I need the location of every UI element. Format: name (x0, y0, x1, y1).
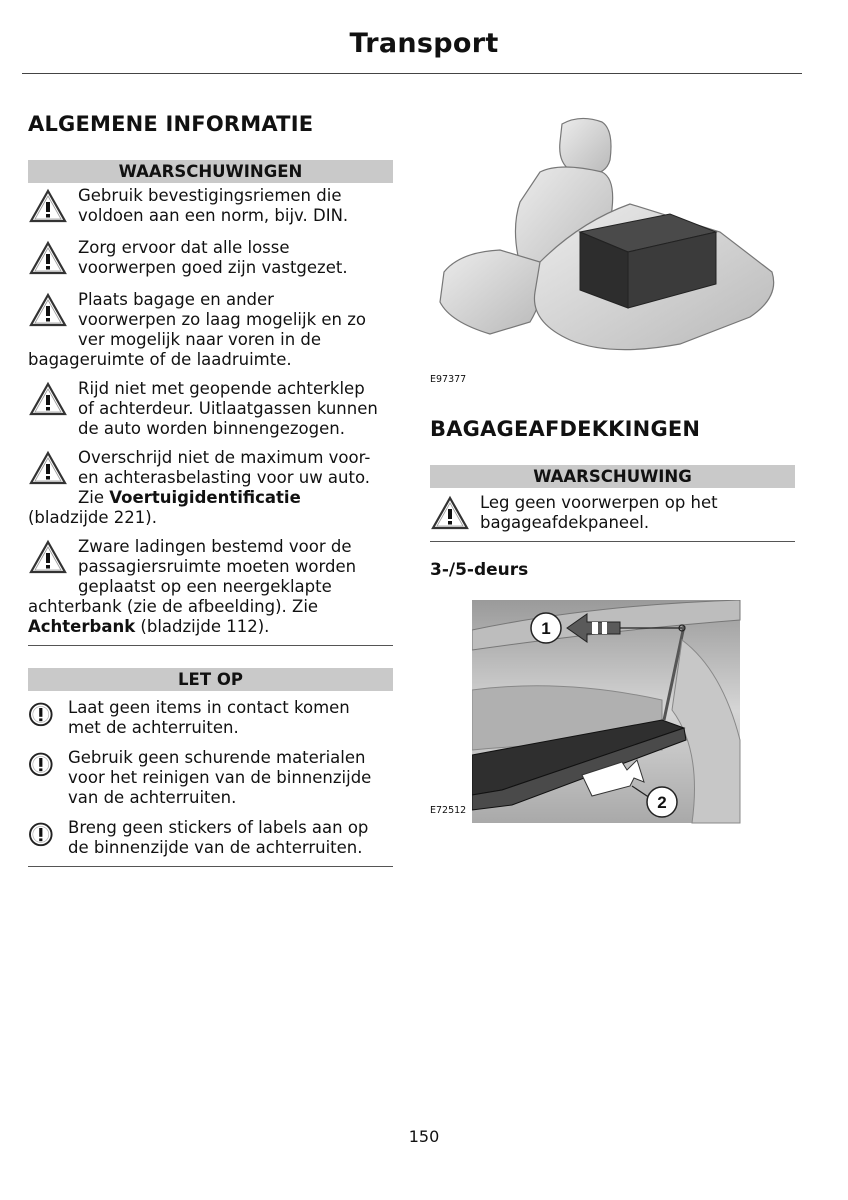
callout-2-label: 2 (657, 793, 667, 812)
figure-code: E97377 (430, 374, 467, 385)
caution-exclamation-icon (28, 700, 60, 732)
warning-item: Leg geen voorwerpen op het bagageafdekpaneel. (430, 493, 795, 533)
warning-item: Zorg ervoor dat alle losse voorwerpen goed zijn vastgezet. (28, 238, 393, 278)
warning-triangle-icon (28, 240, 68, 276)
caution-exclamation-icon (28, 820, 60, 852)
callout-1-label: 1 (541, 619, 551, 638)
title-divider (22, 73, 802, 74)
warning-triangle-icon (28, 381, 68, 417)
warning-triangle-icon (28, 188, 68, 224)
warning-triangle-icon (28, 450, 68, 486)
warning-item: Gebruik bevestigingsriemen die voldoen aan een norm, bijv. DIN. (28, 186, 393, 226)
warning-item: Rijd niet met geopende achterklep of achterdeur. Uitlaatgassen kunnen de auto worden binnengezogen. (28, 379, 393, 439)
section-divider (28, 866, 393, 867)
load-cover-illustration (472, 600, 742, 825)
warning-item: Overschrijd niet de maximum voor- en achterasbelasting voor uw auto. Zie Voertuigidentificatie (bladzijde 221). (28, 448, 371, 527)
caution-item: Gebruik geen schurende materialen voor het reinigen van de binnenzijde van de achterruiten. (28, 748, 393, 808)
page-title: Transport (349, 28, 499, 59)
warning-triangle-icon (28, 539, 68, 575)
warning-triangle-icon (28, 292, 68, 328)
section-divider (430, 541, 795, 542)
figure-code: E72512 (430, 805, 467, 816)
warning-item: Zware ladingen bestemd voor de passagiersruimte moeten worden geplaatst op een neergeklapte achterbank (zie de afbeelding). Zie Achterbank (bladzijde 112). (28, 537, 357, 636)
page-number: 150 (408, 1127, 440, 1146)
caution-bar: LET OP (28, 668, 393, 691)
caution-item: Laat geen items in contact komen met de achterruiten. (28, 698, 393, 738)
cross-reference-link[interactable]: Voertuigidentificatie (109, 488, 301, 507)
seat-cargo-illustration (430, 112, 780, 362)
section-divider (28, 645, 393, 646)
section-heading-bagageafdekkingen: BAGAGEAFDEKKINGEN (430, 417, 701, 441)
caution-item: Breng geen stickers of labels aan op de binnenzijde van de achterruiten. (28, 818, 393, 858)
warnings-bar: WAARSCHUWINGEN (28, 160, 393, 183)
warning-bar: WAARSCHUWING (430, 465, 795, 488)
left-column (28, 112, 393, 867)
section-heading-algemene: ALGEMENE INFORMATIE (28, 112, 314, 136)
warning-triangle-icon (430, 495, 470, 531)
caution-exclamation-icon (28, 750, 60, 782)
warning-item: Plaats bagage en ander voorwerpen zo laag mogelijk en zo ver mogelijk naar voren in de bagageruimte of de laadruimte. (28, 290, 366, 369)
subheading-3-5-deurs: 3-/5-deurs (430, 560, 529, 580)
right-column (430, 112, 795, 816)
cross-reference-link[interactable]: Achterbank (28, 617, 136, 636)
